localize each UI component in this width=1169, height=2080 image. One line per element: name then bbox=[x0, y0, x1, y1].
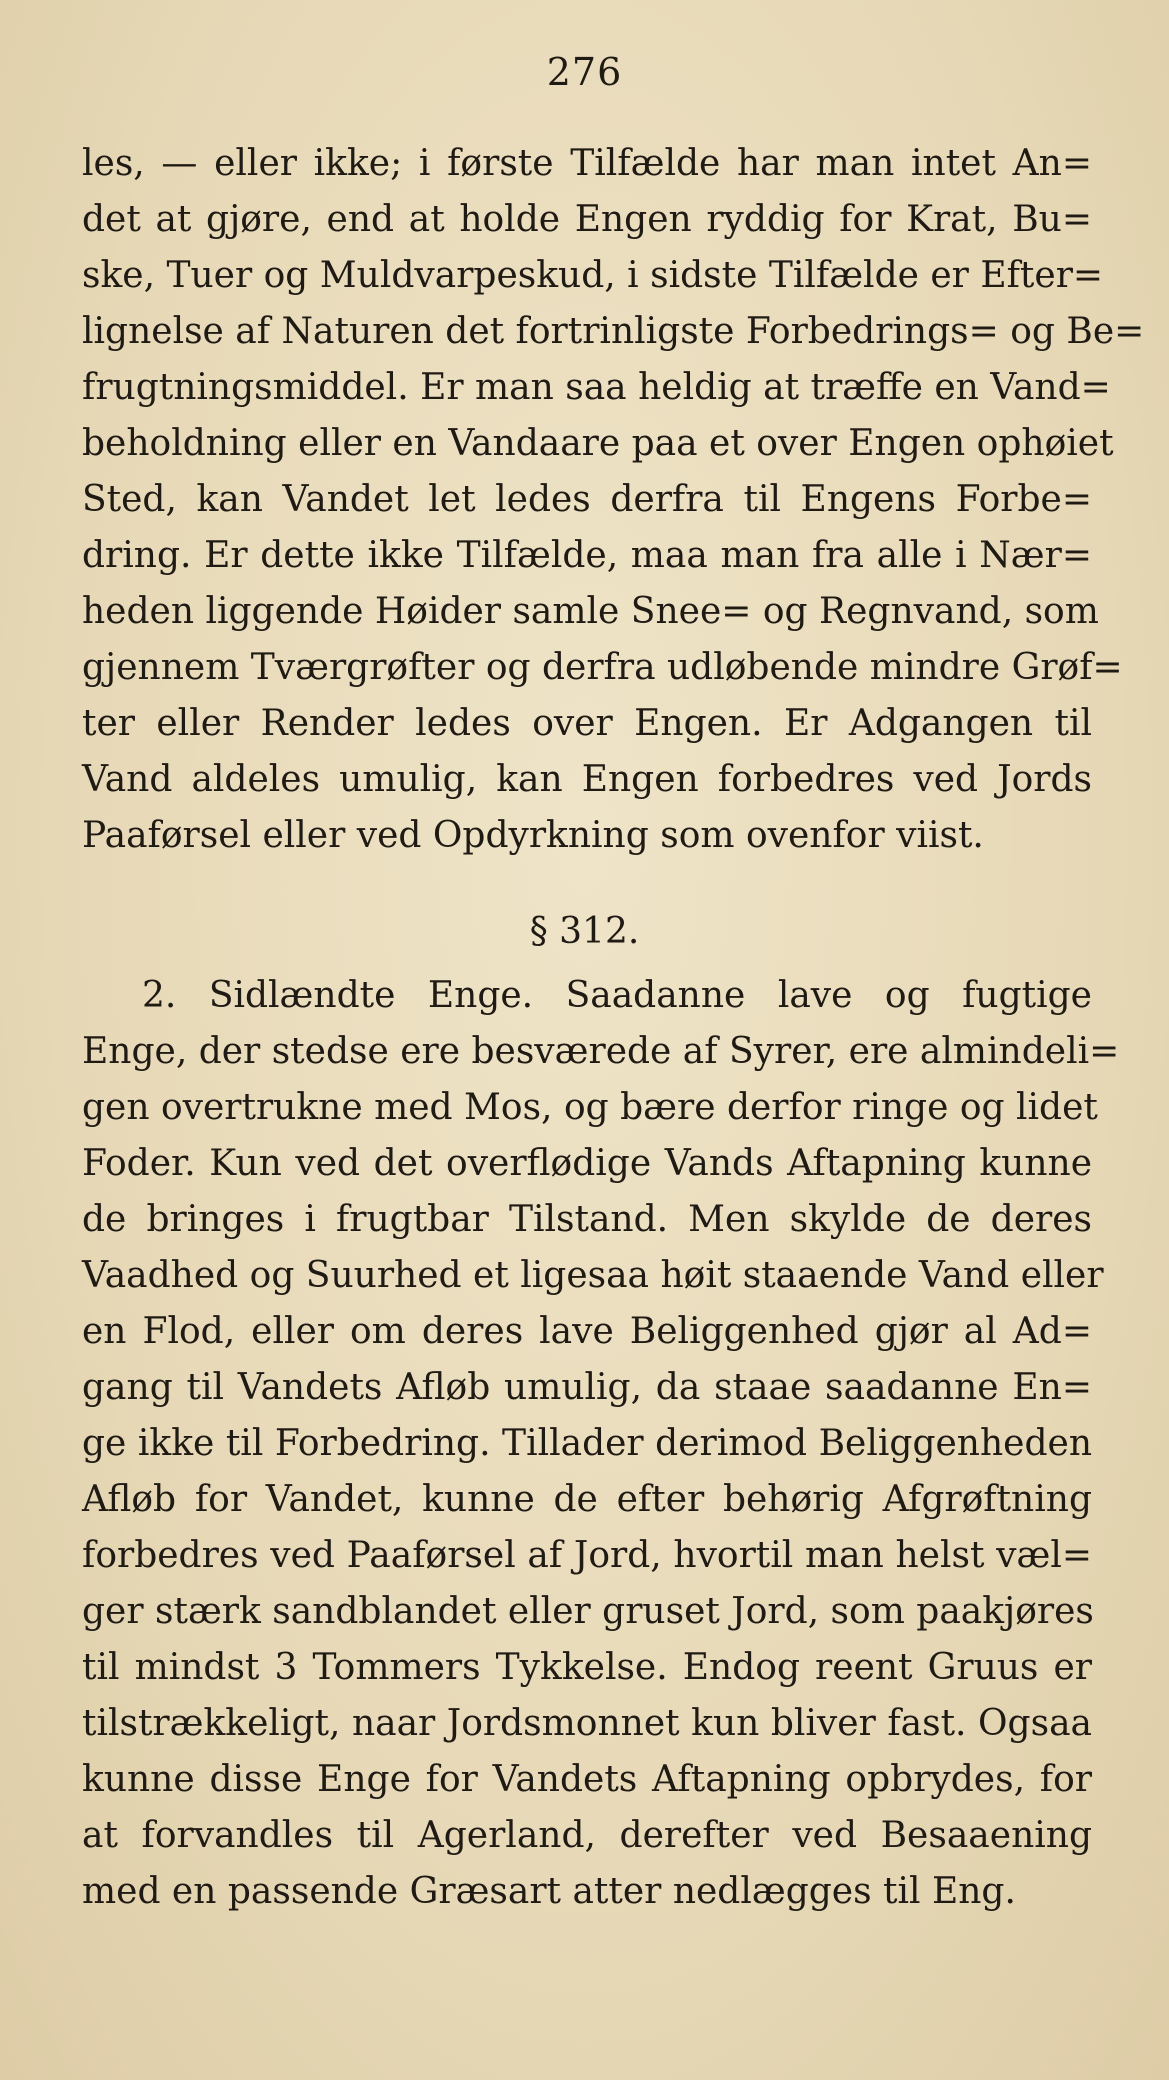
text-line: dring. Er dette ikke Tilfælde, maa man fra alle i Nær= bbox=[82, 535, 1092, 576]
text-line: Paaførsel eller ved Opdyrkning som ovenfor viist. bbox=[82, 815, 984, 856]
page-number: 276 bbox=[546, 50, 623, 94]
text-line: ter eller Render ledes over Engen. Er Adgangen til bbox=[82, 703, 1092, 744]
section-heading: § 312. bbox=[529, 911, 640, 952]
text-line: 2. Sidlændte Enge. Saadanne lave og fugtige bbox=[142, 975, 1092, 1016]
text-line: frugtningsmiddel. Er man saa heldig at træffe en Vand= bbox=[82, 367, 1111, 408]
text-line: de bringes i frugtbar Tilstand. Men skylde de deres bbox=[82, 1199, 1092, 1240]
text-line: til mindst 3 Tommers Tykkelse. Endog reent Gruus er bbox=[82, 1647, 1092, 1688]
text-line: Afløb for Vandet, kunne de efter behørig Afgrøftning bbox=[82, 1479, 1092, 1520]
text-line: tilstrækkeligt, naar Jordsmonnet kun bliver fast. Ogsaa bbox=[82, 1703, 1092, 1744]
text-line: en Flod, eller om deres lave Beliggenhed gjør al Ad= bbox=[82, 1311, 1092, 1352]
text-line: beholdning eller en Vandaare paa et over Engen ophøiet bbox=[82, 423, 1114, 464]
text-line: at forvandles til Agerland, derefter ved Besaaening bbox=[82, 1815, 1092, 1856]
paragraph-1 bbox=[82, 136, 1145, 864]
text-line: med en passende Græsart atter nedlægges til Eng. bbox=[82, 1871, 1016, 1912]
text-line: lignelse af Naturen det fortrinligste Forbedrings= og Be= bbox=[82, 311, 1145, 352]
text-line: Vand aldeles umulig, kan Engen forbedres ved Jords bbox=[82, 759, 1092, 800]
text-line: Foder. Kun ved det overflødige Vands Aftapning kunne bbox=[82, 1143, 1092, 1184]
paragraph-2 bbox=[82, 968, 1120, 1920]
text-line: gang til Vandets Afløb umulig, da staae saadanne En= bbox=[82, 1367, 1092, 1408]
text-line: det at gjøre, end at holde Engen ryddig for Krat, Bu= bbox=[82, 199, 1092, 240]
text-line: gen overtrukne med Mos, og bære derfor ringe og lidet bbox=[82, 1087, 1098, 1128]
text-line: gjennem Tværgrøfter og derfra udløbende mindre Grøf= bbox=[82, 647, 1123, 688]
text-line: heden liggende Høider samle Snee= og Regnvand, som bbox=[82, 591, 1099, 632]
text-line: les, — eller ikke; i første Tilfælde har man intet An= bbox=[82, 143, 1092, 184]
text-line: ge ikke til Forbedring. Tillader derimod Beliggenheden bbox=[82, 1423, 1092, 1464]
text-line: ske, Tuer og Muldvarpeskud, i sidste Tilfælde er Efter= bbox=[82, 255, 1104, 296]
text-line: Enge, der stedse ere besværede af Syrer, ere almindeli= bbox=[82, 1031, 1120, 1072]
text-line: forbedres ved Paaførsel af Jord, hvortil man helst væl= bbox=[82, 1535, 1092, 1576]
text-line: Vaadhed og Suurhed et ligesaa høit staaende Vand eller bbox=[82, 1255, 1104, 1296]
text-line: kunne disse Enge for Vandets Aftapning opbrydes, for bbox=[82, 1759, 1092, 1800]
text-line: ger stærk sandblandet eller gruset Jord, som paakjøres bbox=[82, 1591, 1094, 1632]
text-line: Sted, kan Vandet let ledes derfra til Engens Forbe= bbox=[82, 479, 1092, 520]
